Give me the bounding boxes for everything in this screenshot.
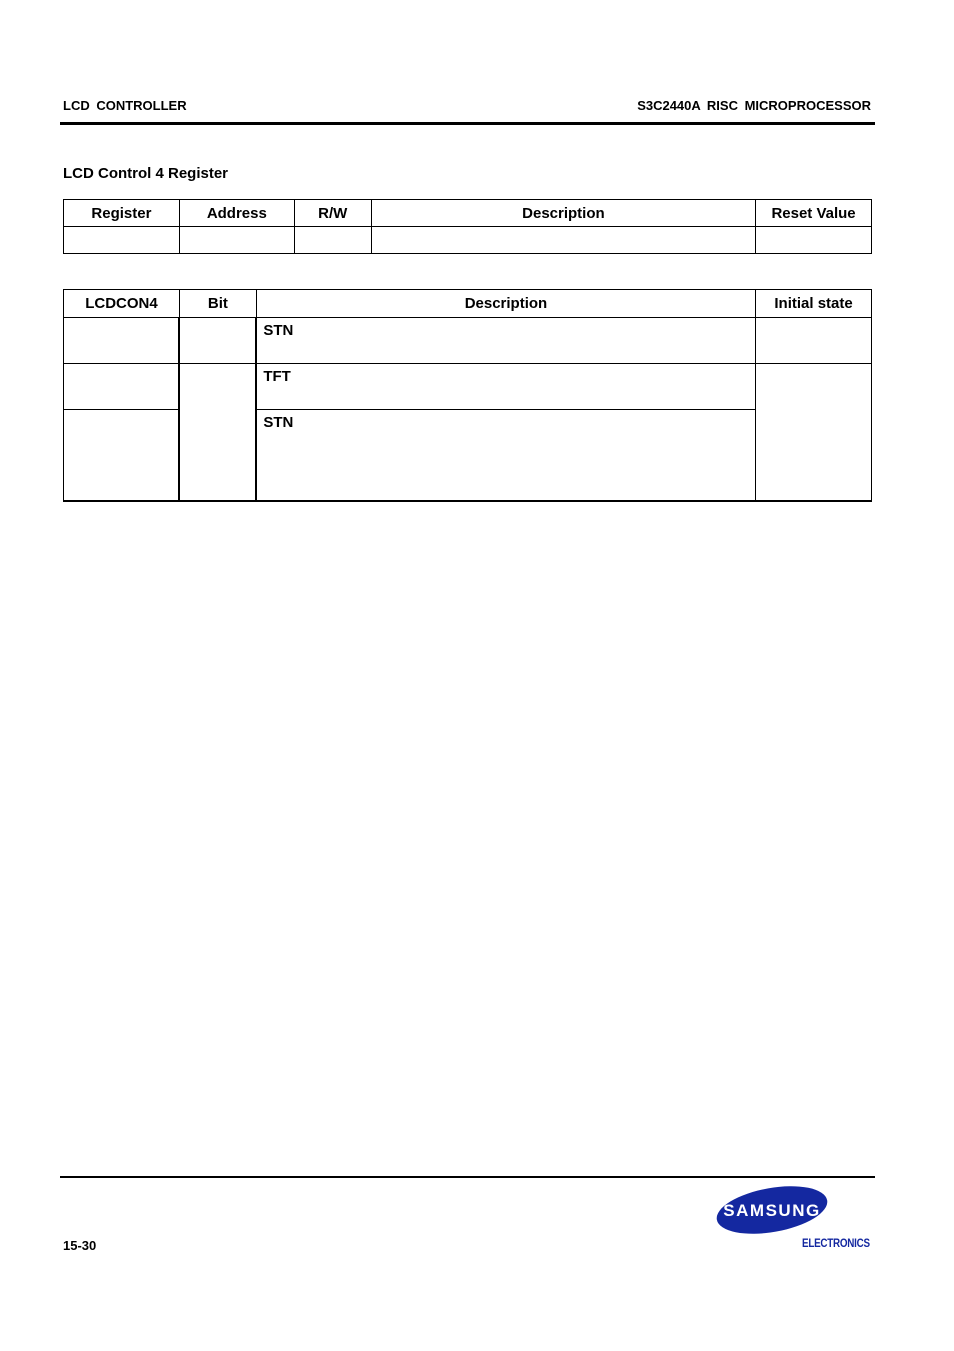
register-cell-register <box>64 227 180 254</box>
register-header-register: Register <box>64 200 180 227</box>
register-header-address: Address <box>179 200 294 227</box>
header-section-name: LCD CONTROLLER <box>63 98 187 113</box>
bit-cell-field <box>64 364 180 410</box>
register-table-header-row <box>64 200 872 227</box>
register-cell-rw <box>294 227 371 254</box>
samsung-logo-icon <box>715 1184 829 1236</box>
page-number: 15-30 <box>63 1238 97 1253</box>
register-table-row <box>64 227 872 254</box>
bit-cell-initial-state <box>756 318 872 364</box>
logo-subtitle: ELECTRONICS <box>802 1236 870 1250</box>
bit-cell-field <box>64 318 180 364</box>
bit-cell-description: STN <box>256 410 755 501</box>
register-cell-description <box>371 227 755 254</box>
bit-header-description: Description <box>256 290 755 318</box>
table-row <box>64 318 872 364</box>
bit-cell-initial-state <box>756 364 872 501</box>
register-cell-reset-value <box>756 227 872 254</box>
bit-header-initial-state: Initial state <box>756 290 872 318</box>
bit-cell-description: STN <box>256 318 755 364</box>
register-header-reset-value: Reset Value <box>756 200 872 227</box>
register-header-description: Description <box>371 200 755 227</box>
bit-cell-bit <box>179 318 256 364</box>
register-cell-address <box>179 227 294 254</box>
table-row <box>64 364 872 410</box>
header-rule <box>60 122 875 125</box>
register-table <box>63 199 872 254</box>
section-title: LCD Control 4 Register <box>63 165 229 182</box>
bit-cell-bit <box>179 364 256 501</box>
footer-rule <box>60 1176 875 1178</box>
bit-header-lcdcon4: LCDCON4 <box>64 290 180 318</box>
logo-wordmark: SAMSUNG <box>723 1201 821 1220</box>
bit-cell-description: TFT <box>256 364 755 410</box>
bit-table-header-row <box>64 290 872 318</box>
register-header-rw: R/W <box>294 200 371 227</box>
bit-header-bit: Bit <box>179 290 256 318</box>
bit-field-table <box>63 289 872 502</box>
bit-cell-field <box>64 410 180 501</box>
header-document-title: S3C2440A RISC MICROPROCESSOR <box>637 98 871 113</box>
